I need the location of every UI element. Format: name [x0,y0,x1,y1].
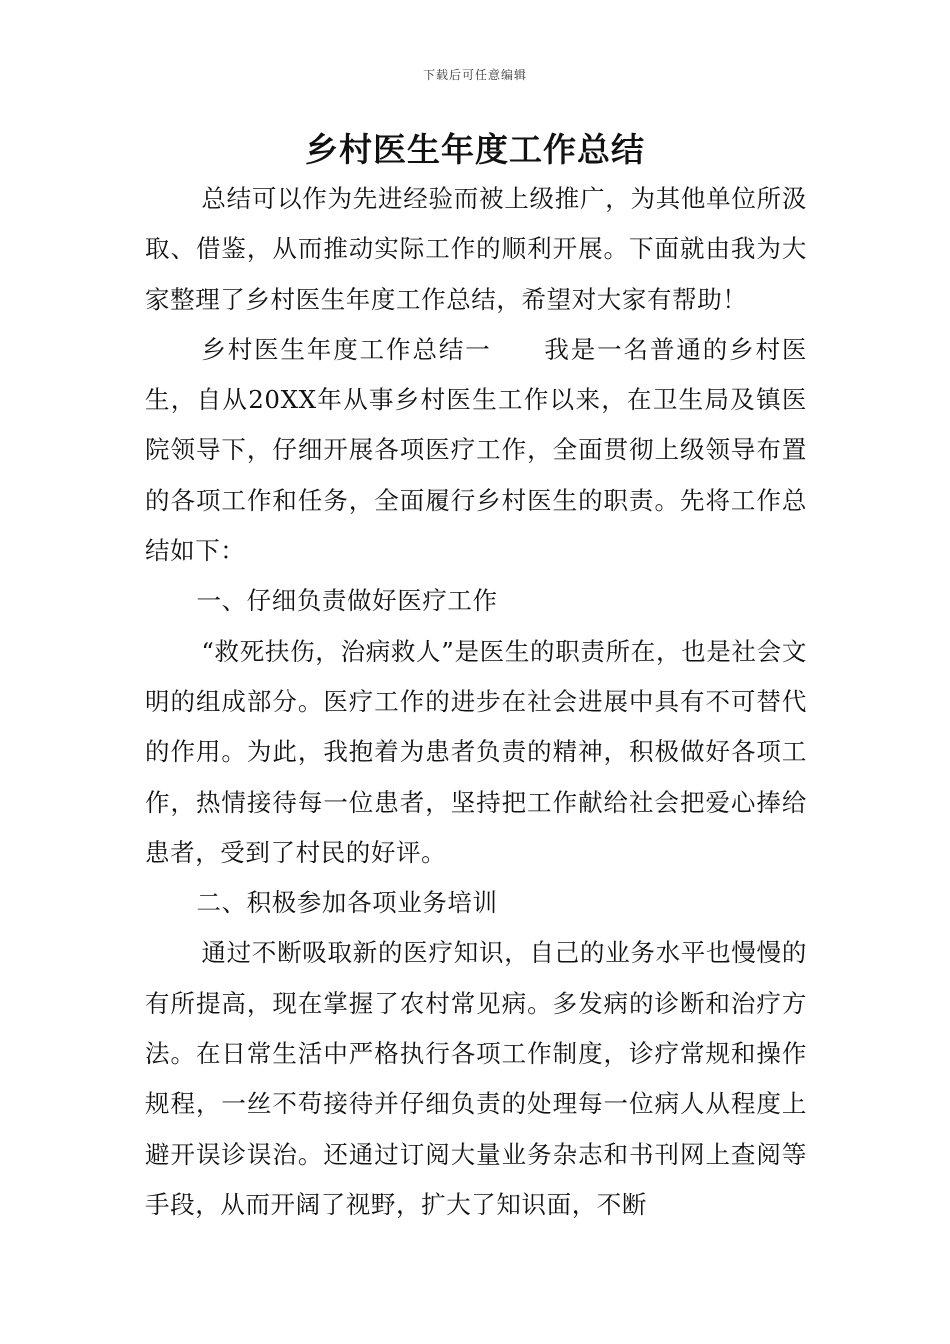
section-heading-1: 一、仔细负责做好医疗工作 [196,586,498,616]
summary-one-paragraph: 乡村医生年度工作总结一 我是一名普通的乡村医生，自从20XX年从事乡村医生工作以来，在卫生局及镇医院领导下，仔细开展各项医疗工作，全面贯彻上级领导布置的各项工作和任务，全面履行乡村医生的职责。先将工作总结如下： [145,334,807,566]
section-1-paragraph: “救死扶伤，治病救人”是医生的职责所在，也是社会文明的组成部分。医疗工作的进步在社会进展中具有不可替代的作用。为此，我抱着为患者负责的精神，积极做好各项工作，热情接待每一位患者，坚持把工作献给社会把爱心捧给患者，受到了村民的好评。 [145,636,807,867]
document-body [145,174,807,1230]
section-2-paragraph: 通过不断吸取新的医疗知识，自己的业务水平也慢慢的有所提高，现在掌握了农村常见病。多发病的诊断和治疗方法。在日常生活中严格执行各项工作制度，诊疗常规和操作规程，一丝不苟接待并仔细负责的处理每一位病人从程度上避开误诊误治。还通过订阅大量业务杂志和书刊网上查阅等手段，从而开阔了视野，扩大了知识面，不断 [145,938,807,1219]
section-heading-2: 二、积极参加各项业务培训 [196,888,498,918]
header-note: 下载后可任意编辑 [422,68,527,82]
document-title: 乡村医生年度工作总结 [305,130,645,169]
intro-paragraph: 总结可以作为先进经验而被上级推广，为其他单位所汲取、借鉴，从而推动实际工作的顺利开展。下面就由我为大家整理了乡村医生年度工作总结，希望对大家有帮助！ [145,184,807,314]
